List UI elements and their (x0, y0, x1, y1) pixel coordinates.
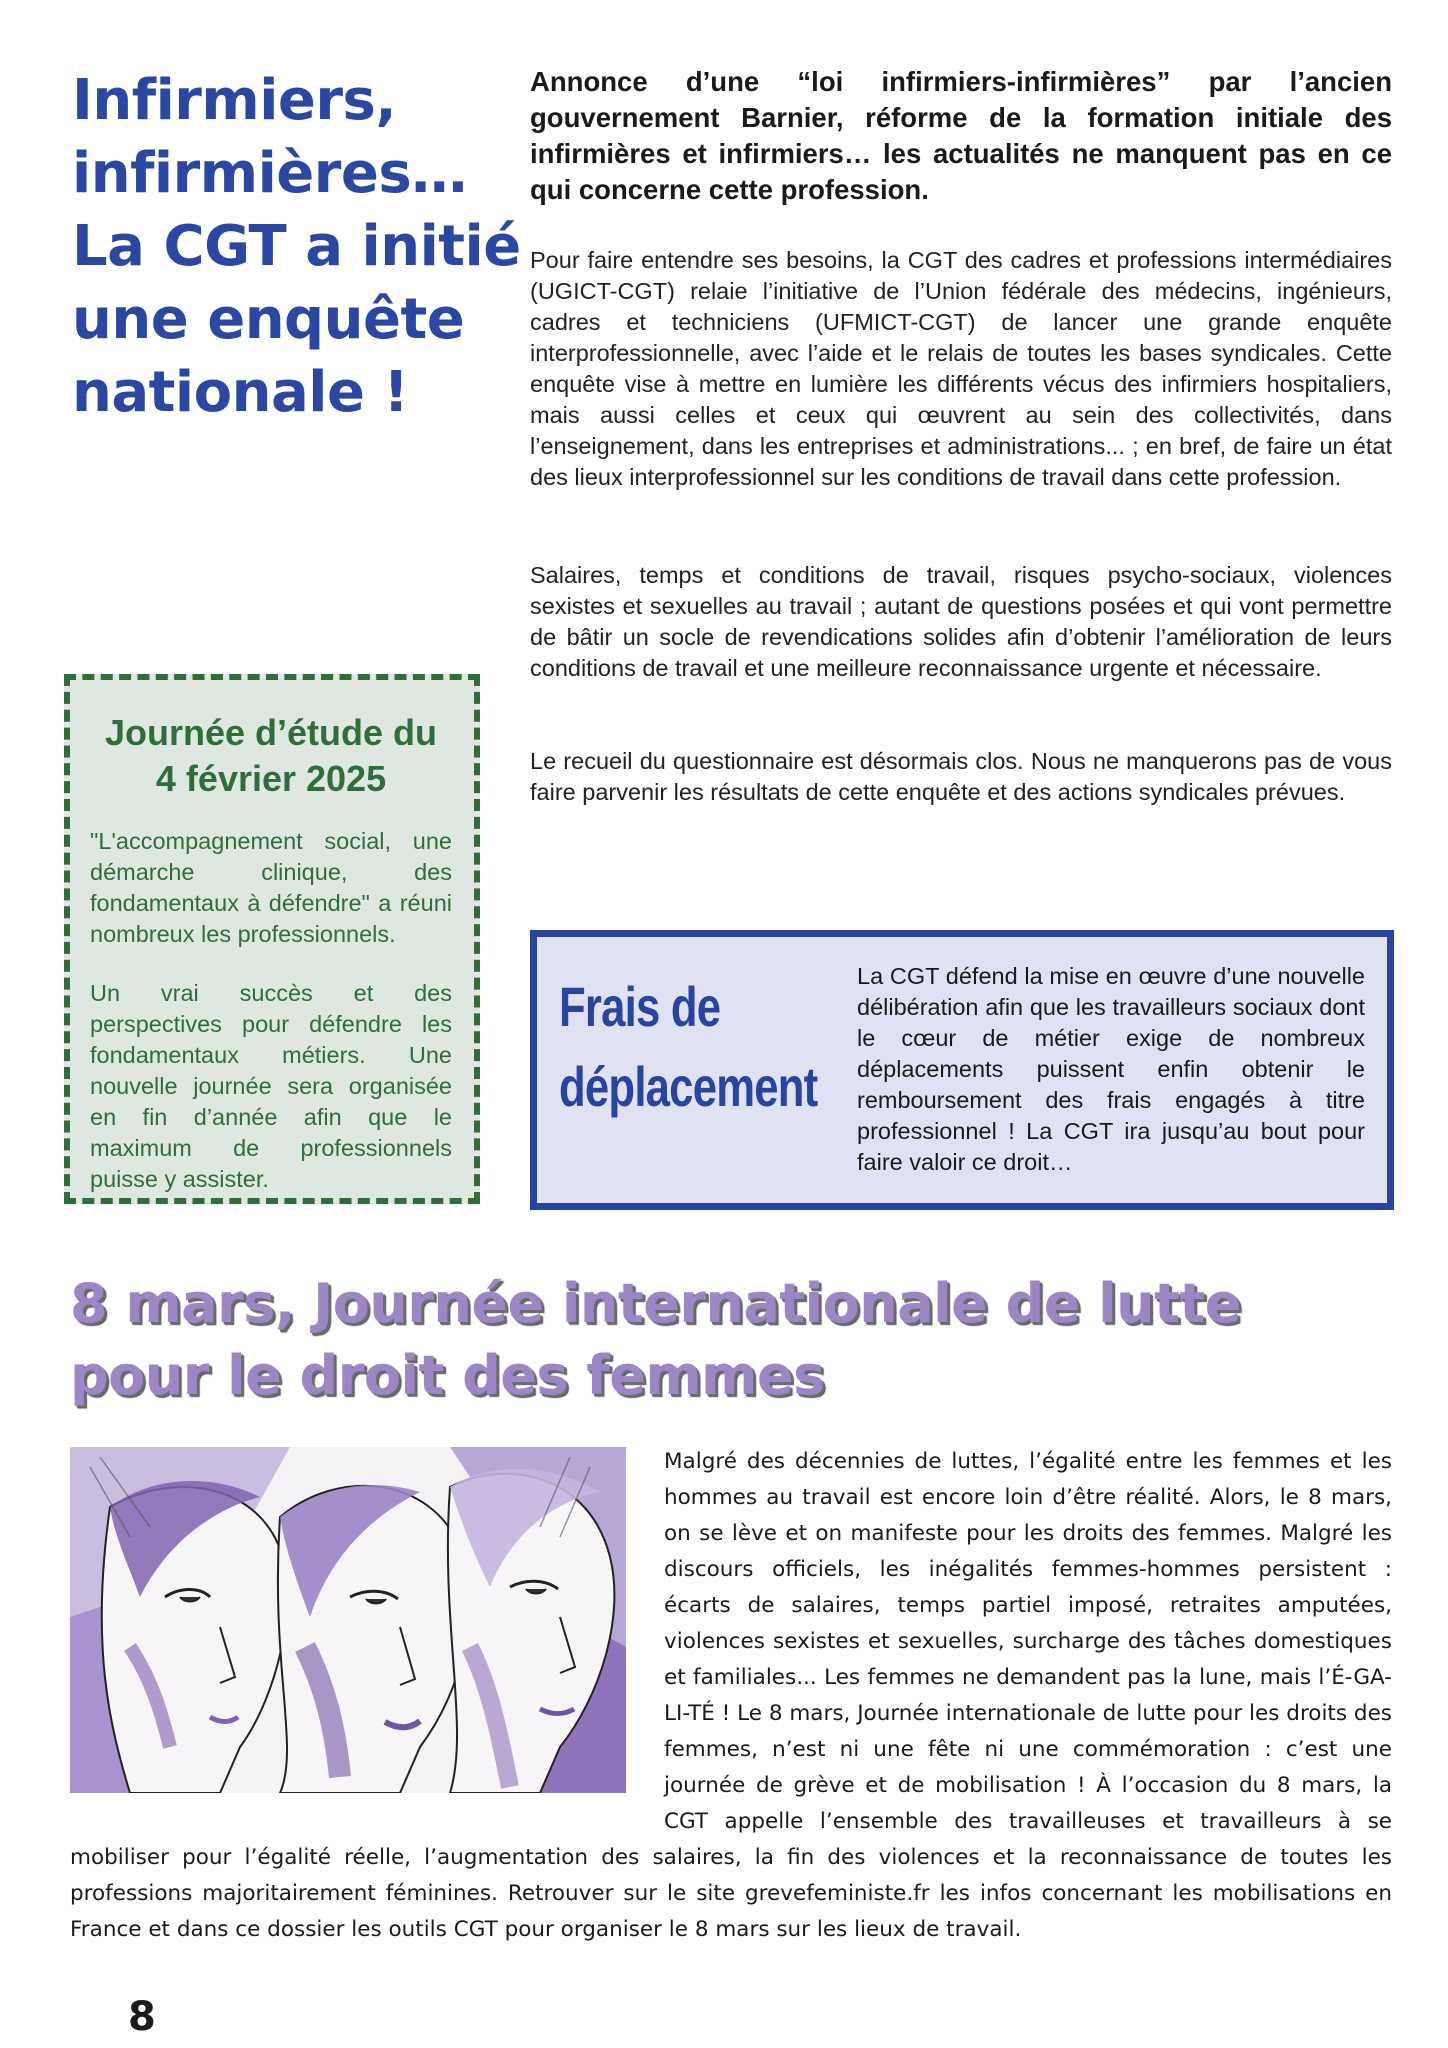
headline-line: une enquête (72, 287, 465, 352)
headline-line: infirmières… (72, 141, 467, 206)
journee-title-line: 4 février 2025 (155, 758, 387, 799)
mars-headline-line: 8 mars, Journée internationale de lutte (70, 1272, 1241, 1335)
mars-headline (70, 1268, 1400, 1412)
article-lead: Annonce d’une “loi infirmiers-infirmières” par l’ancien gouvernement Barnier, réforme de la formation initiale des infirmières et infirmiers… les actualités ne manquent pas en ce qui concerne cette profession. (530, 66, 1392, 205)
journee-etude-box (64, 674, 480, 1204)
headline-line: nationale ! (72, 360, 409, 425)
mars-article-text: Malgré des décennies de luttes, l’égalité entre les femmes et les hommes au travail est encore loin d’être réalité. Alors, le 8 mars, on se lève et on manifeste pour les droits des femmes. Malgré les discours officiels, les inégalités femmes-hommes persistent : écarts de salaires, temps partiel imposé, retraites amputées, violences sexistes et sexuelles, surcharge des tâches domestiques et familiales... Les femmes ne demandent pas la lune, mais l’É-GA-LI-TÉ ! Le 8 mars, Journée internationale de lutte pour les droits des femmes, n’est ni une fête ni une commémoration : c’est une journée de grève et de mobilisation ! À l’occasion du 8 mars, la CGT appelle l’ensemble des travailleuses et travailleurs à se mobiliser pour l’égalité réelle, l’augmentation des salaires, la fin des violences et la reconnaissance de toutes les professions majoritairement féminines. Retrouver sur le site grevefeministe.fr les infos concernant les mobilisations en France et dans ce dossier les outils CGT pour organiser le 8 mars sur les lieux de travail. (70, 1449, 1392, 1942)
journee-title-line: Journée d’étude du (104, 712, 438, 753)
mars-headline-line: pour le droit des femmes (70, 1344, 825, 1407)
article-paragraph: Salaires, temps et conditions de travail, risques psycho-sociaux, violences sexistes et sexuelles au travail ; autant de questions posées et qui vont permettre de bâtir un socle de revendications solides afin d’obtenir l’amélioration de leurs conditions de travail et une meilleure reconnaissance urgente et nécessaire. (530, 562, 1392, 681)
mars-article (70, 1444, 1392, 1948)
journee-paragraph: "L'accompagnement social, une démarche clinique, des fondamentaux à défendre" a réuni nombreux les professionnels. (90, 828, 452, 947)
headline-line: Infirmiers, (72, 68, 397, 133)
page-number: 8 (128, 1994, 156, 2040)
frais-text: La CGT défend la mise en œuvre d’une nouvelle délibération afin que les travailleurs sociaux dont le cœur de métier exige de nombreux déplacements puissent enfin obtenir le remboursement des frais engagés à titre professionnel ! La CGT ira jusqu’au bout pour faire valoir ce droit… (857, 963, 1365, 1175)
article-paragraph: Pour faire entendre ses besoins, la CGT des cadres et professions intermédiaires (UGICT-CGT) relaie l’initiative de l’Union fédérale des médecins, ingénieurs, cadres et techniciens (UFMICT-CGT) de lancer une grande enquête interprofessionnelle, avec l’aide et le relais de toutes les bases syndicales. Cette enquête vise à mettre en lumière les différents vécus des infirmiers hospitaliers, mais aussi celles et ceux qui œuvrent au sein des collectivités, dans l’enseignement, dans les entreprises et administrations... ; en bref, de faire un état des lieux interprofessionnel sur les conditions de travail dans cette profession. (530, 247, 1392, 490)
article-paragraph: Le recueil du questionnaire est désormais clos. Nous ne manquerons pas de vous faire parvenir les résultats de cette enquête et des actions syndicales prévues. (530, 748, 1392, 805)
page-headline (72, 64, 521, 429)
journee-title (90, 710, 452, 802)
journee-paragraph: Un vrai succès et des perspectives pour défendre les fondamentaux métiers. Une nouvelle journée sera organisée en fin d’année afin que le maximum de professionnels puisse y assister. (90, 980, 452, 1192)
illustration-spacer (70, 1444, 664, 1836)
frais-title-line: déplacement (559, 1055, 818, 1118)
frais-deplacement-box (530, 930, 1394, 1210)
frais-title-line: Frais de (559, 975, 721, 1038)
headline-line: La CGT a initié (72, 214, 521, 279)
frais-title (559, 967, 818, 1127)
